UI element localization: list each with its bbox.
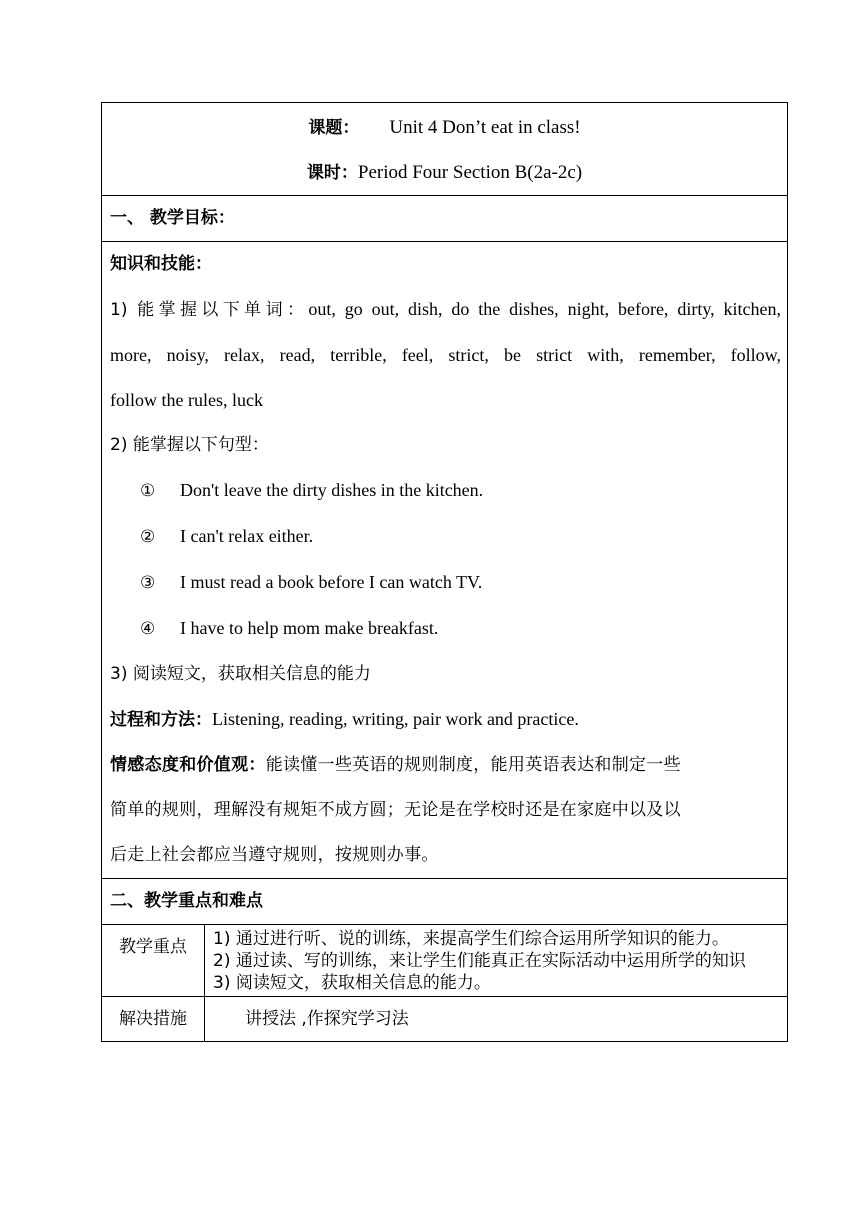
vocab-line-3: follow the rules, luck — [110, 390, 263, 410]
sentence-number: ③ — [140, 573, 156, 593]
sentence-text: I must read a book before I can watch TV. — [180, 572, 483, 592]
sentence-text: I can't relax either. — [180, 526, 314, 546]
focus-item: 2) 通过读、写的训练，来让学生们能真正在实际活动中运用所学的知识 — [213, 951, 746, 971]
measure-text: 讲授法 ,作探究学习法 — [205, 997, 788, 1042]
focus-label-cell — [102, 925, 205, 997]
lesson-plan-page — [101, 102, 787, 1042]
objectives-heading: 一、 教学目标： — [102, 196, 788, 242]
title-row — [102, 103, 788, 196]
values-text-1: 能读懂一些英语的规则制度，能用英语表达和制定一些 — [265, 755, 681, 775]
vocab-line-1 — [110, 287, 781, 333]
period-label: 课时： — [306, 163, 358, 183]
values-label: 情感态度和价值观： — [110, 755, 266, 775]
sentence-text: Don't leave the dirty dishes in the kitchen. — [180, 480, 484, 500]
values-line-3: 后走上社会都应当遵守规则，按规则办事。 — [110, 845, 439, 865]
vocab-prefix: 1) 能掌握以下单词： — [110, 300, 309, 320]
process-line — [110, 697, 781, 743]
sentence-patterns-label: 2) 能掌握以下句型： — [110, 435, 269, 455]
focus-item: 1) 通过进行听、说的训练，来提高学生们综合运用所学知识的能力。 — [213, 929, 729, 949]
sentence-text: I have to help mom make breakfast. — [180, 618, 439, 638]
measure-label: 解决措施 — [119, 1009, 187, 1029]
sentence-item — [110, 560, 781, 606]
sentence-number: ④ — [140, 619, 156, 639]
key-points-heading-row — [102, 879, 788, 925]
period-line — [102, 150, 787, 195]
sentence-item — [110, 468, 781, 514]
measure-row — [102, 997, 788, 1042]
values-line-2: 简单的规则，理解没有规矩不成方圆；无论是在学校时还是在家庭中以及以 — [110, 800, 681, 820]
focus-content — [205, 925, 788, 997]
topic-label: 课题： — [308, 118, 360, 138]
measure-label-cell — [102, 997, 205, 1042]
process-label: 过程和方法： — [110, 710, 212, 730]
sentence-number: ① — [140, 481, 156, 501]
sentence-item — [110, 606, 781, 652]
period-value: Period Four Section B(2a-2c) — [357, 162, 583, 183]
focus-row — [102, 925, 788, 997]
vocab-words-1: out, go out, dish, do the dishes, night, before, dirty, kitchen, — [308, 299, 782, 319]
objectives-body-row — [102, 242, 788, 879]
sentence-item — [110, 514, 781, 560]
objectives-heading-row — [102, 196, 788, 242]
vocab-line-2: more, noisy, relax, read, terrible, feel, strict, be strict with, remember, follow, — [110, 345, 782, 365]
key-points-heading: 二、教学重点和难点 — [102, 879, 788, 925]
title-cell — [102, 103, 788, 196]
focus-item: 3) 阅读短文，获取相关信息的能力。 — [213, 973, 491, 993]
topic-value: Unit 4 Don’t eat in class! — [389, 117, 581, 138]
values-line-1 — [110, 743, 781, 788]
sentence-number: ② — [140, 527, 156, 547]
lesson-plan-table — [101, 102, 788, 1042]
process-text: Listening, reading, writing, pair work and practice. — [212, 709, 579, 729]
reading-ability-item: 3) 阅读短文，获取相关信息的能力 — [110, 664, 371, 684]
topic-line — [102, 105, 787, 150]
focus-label: 教学重点 — [119, 937, 187, 957]
knowledge-label: 知识和技能： — [110, 254, 212, 274]
objectives-body — [102, 242, 788, 879]
